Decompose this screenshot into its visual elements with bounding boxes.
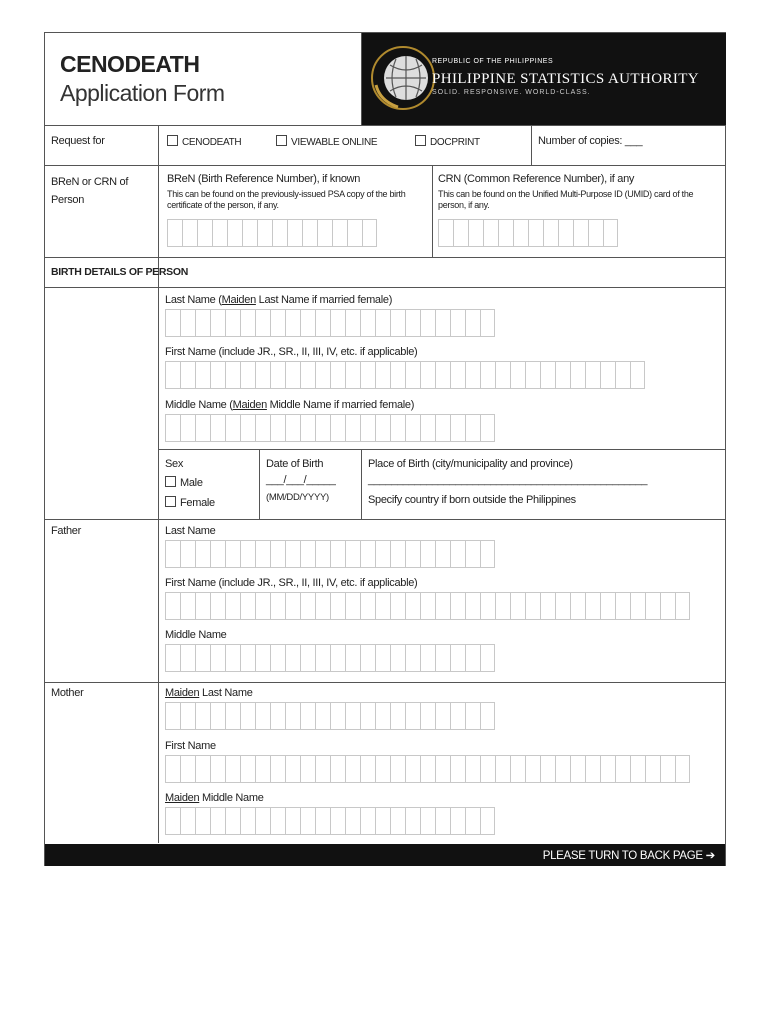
mother-last-name-input[interactable] [165,702,495,730]
bren-title: BReN (Birth Reference Number), if known [167,173,361,185]
person-middle-name-input[interactable] [165,414,495,442]
father-last-name-label: Last Name [165,525,216,537]
checkbox-icon[interactable] [167,135,178,146]
father-label: Father [51,525,81,537]
psa-logo-banner [362,33,726,125]
option-docprint[interactable]: DOCPRINT [415,135,480,148]
option-cenodeath[interactable]: CENODEATH [167,135,241,148]
checkbox-icon[interactable] [165,476,176,487]
person-middle-name-label: Middle Name (Maiden Middle Name if married female) [165,399,415,411]
dob-label: Date of Birth [266,458,324,470]
request-label: Request for [51,135,105,147]
person-last-name-input[interactable] [165,309,495,337]
option-viewable-online[interactable]: VIEWABLE ONLINE [276,135,377,148]
father-middle-name-input[interactable] [165,644,495,672]
form-subtitle: Application Form [60,80,225,106]
crn-input[interactable] [438,219,618,247]
application-form [44,32,726,866]
logo-tagline: SOLID. RESPONSIVE. WORLD-CLASS. [432,89,591,96]
logo-name: PHILIPPINE STATISTICS AUTHORITY [432,71,700,87]
pob-label: Place of Birth (city/municipality and province) [368,458,573,470]
checkbox-icon[interactable] [276,135,287,146]
sex-male-option[interactable]: Male [165,476,203,489]
father-first-name-label: First Name (include JR., SR., II, III, IV, etc. if applicable) [165,577,418,589]
bren-note: This can be found on the previously-issued PSA copy of the birth certificate of the person, if any. [167,189,406,210]
dob-format: (MM/DD/YYYY) [266,492,329,503]
dob-input[interactable]: ___/___/_____ [266,474,336,486]
checkbox-icon[interactable] [415,135,426,146]
father-last-name-input[interactable] [165,540,495,568]
footer-bar [45,844,725,866]
birth-details-heading: BIRTH DETAILS OF PERSON [51,266,188,278]
mother-last-name-label: Maiden Last Name [165,687,253,699]
mother-first-name-label: First Name [165,740,216,752]
crn-title: CRN (Common Reference Number), if any [438,173,635,185]
sex-label: Sex [165,458,184,470]
arrow-right-icon: ➔ [705,850,715,862]
turn-page-note: PLEASE TURN TO BACK PAGE ➔ [542,850,715,862]
sex-female-option[interactable]: Female [165,496,215,509]
father-middle-name-label: Middle Name [165,629,227,641]
person-first-name-input[interactable] [165,361,645,389]
mother-first-name-input[interactable] [165,755,690,783]
person-last-name-label: Last Name (Maiden Last Name if married female) [165,294,393,306]
psa-seal-icon [370,45,436,111]
pob-note: Specify country if born outside the Philippines [368,494,576,506]
mother-label: Mother [51,687,84,699]
bren-crn-label: BReN or CRN of Person [51,176,129,206]
logo-top-text: REPUBLIC OF THE PHILIPPINES [432,58,554,65]
mother-middle-name-label: Maiden Middle Name [165,792,264,804]
person-first-name-label: First Name (include JR., SR., II, III, IV, etc. if applicable) [165,346,418,358]
father-first-name-input[interactable] [165,592,690,620]
number-of-copies[interactable]: Number of copies: ___ [538,135,643,147]
checkbox-icon[interactable] [165,496,176,507]
crn-note: This can be found on the Unified Multi-Purpose ID (UMID) card of the person, if any. [438,189,694,210]
bren-input[interactable] [167,219,377,247]
mother-middle-name-input[interactable] [165,807,495,835]
pob-input[interactable]: ________________________________________________ [368,474,648,486]
form-title: CENODEATH [60,51,200,77]
